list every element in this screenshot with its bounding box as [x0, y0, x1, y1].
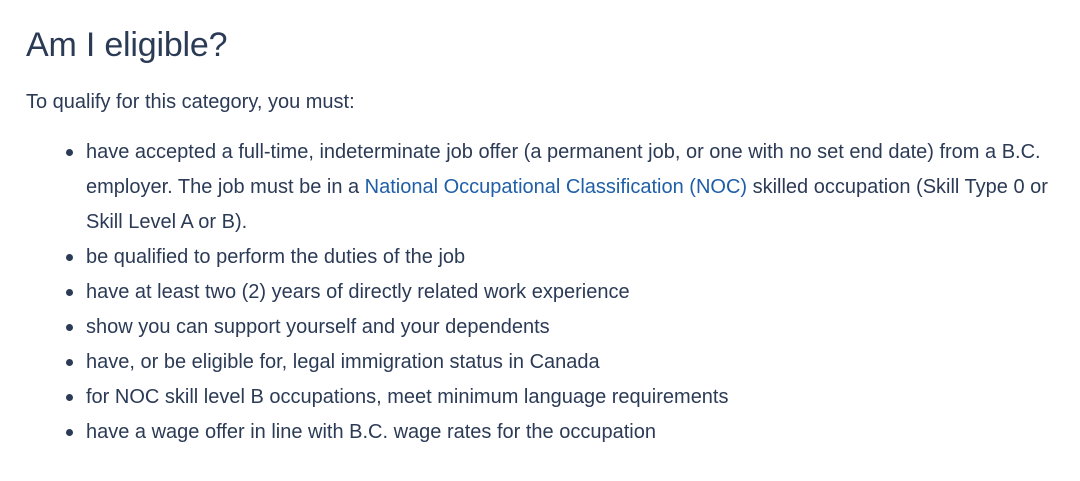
- intro-text: To qualify for this category, you must:: [26, 91, 355, 113]
- bullet-icon: [66, 254, 73, 261]
- list-item-text-part: have accepted a full-time, indeterminate job offer (a permanent job, or one with no set end date) from a B.C. employer. The job must be in a: [86, 141, 1041, 198]
- noc-link[interactable]: National Occupational Classification (NOC): [364, 176, 748, 198]
- list-item: [86, 135, 1061, 240]
- list-item: [86, 240, 1061, 275]
- list-item: [86, 415, 1061, 450]
- list-item-text: for NOC skill level B occupations, meet minimum language requirements: [86, 386, 729, 408]
- bullet-icon: [66, 324, 73, 331]
- bullet-icon: [66, 429, 73, 436]
- list-item-text: have, or be eligible for, legal immigration status in Canada: [86, 351, 600, 373]
- bullet-icon: [66, 394, 73, 401]
- bullet-icon: [66, 149, 73, 156]
- bullet-icon: [66, 359, 73, 366]
- list-item: [86, 310, 1061, 345]
- bullet-icon: [66, 289, 73, 296]
- list-item: [86, 380, 1061, 415]
- requirements-list: [26, 135, 1080, 450]
- list-item: [86, 345, 1061, 380]
- list-item: [86, 275, 1061, 310]
- page-title: Am I eligible?: [26, 26, 228, 64]
- list-item-text: be qualified to perform the duties of the job: [86, 246, 466, 268]
- list-item-text: have a wage offer in line with B.C. wage rates for the occupation: [86, 421, 656, 443]
- list-item-text: show you can support yourself and your dependents: [86, 316, 550, 338]
- list-item-text-part: skilled occupation (Skill Type 0 or Skill Level A or B).: [86, 176, 1048, 233]
- list-item-text: have at least two (2) years of directly related work experience: [86, 281, 630, 303]
